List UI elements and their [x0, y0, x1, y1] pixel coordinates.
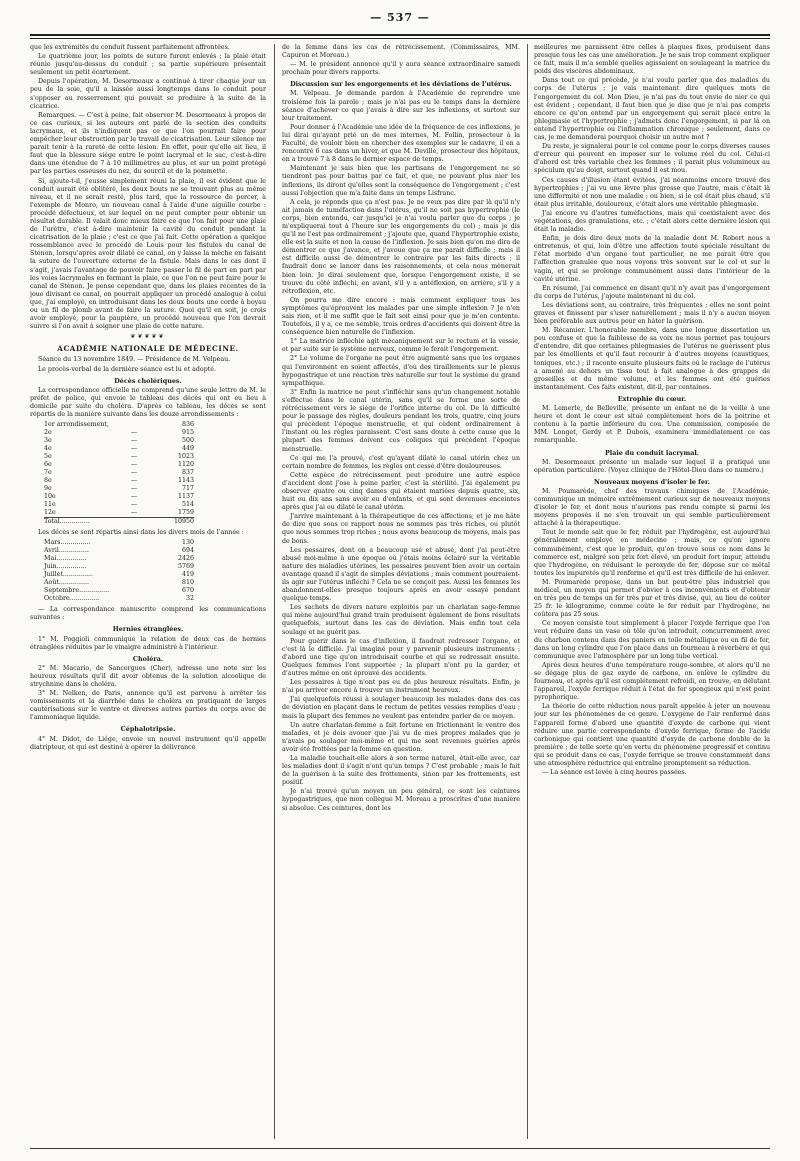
row-label: 11e [44, 501, 56, 509]
column-left [30, 44, 266, 1139]
paragraph: M. Récamier. L'honorable membre, dans une longue dissertation un peu confuse et que la faiblesse de sa voix ne nous permet pas toujours d'entendre, dit que certaines phlegmasies de l'utérus ne guérissent plus par les émollients et qu'il faut recourir à d'autres moyens (caustiques, toniques, etc.) ; il raconte ensuite plusieurs faits où le raclage de l'utérus a amené au dehors un tissu tout à fait analogue à des grappes de groseilles et du même volume, et les femmes ont été guéries instantanément. Ces faits existent, dit-il, par centaines. [534, 327, 770, 391]
row-label: Avril............... [44, 547, 89, 555]
paragraph: de la femme dans les cas de rétrécissement. (Commissaires, MM. Capuron et Moreau.) [282, 44, 520, 60]
row-value: 717 [181, 485, 194, 493]
table-row [44, 539, 194, 547]
table-row [44, 587, 194, 595]
total-label: Total............... [44, 518, 114, 527]
row-label: 5e [44, 453, 52, 461]
row-value: 500 [181, 437, 194, 445]
row-label: 10e [44, 493, 56, 501]
paragraph: Pour guérir dans le cas d'inflexion, il faudrait redresser l'organe, et c'est là le difficile. J'ai imaginé pour y parvenir plusieurs instruments : d'abord une tige qu'on introduisait courbe et qui se redressait ensuite. Quelques femmes l'ont supportée ; la plupart n'ont pu la garder, et d'autres même en ont éprouvé des accidents. [282, 637, 520, 678]
row-label: 8e [44, 477, 52, 485]
table-row [44, 437, 194, 445]
table-row [44, 493, 194, 501]
row-ditto: — [130, 477, 138, 485]
row-label: Octobre............... [44, 595, 100, 603]
row-value: 1120 [177, 461, 194, 469]
row-label: 2e [44, 429, 52, 437]
row-value: 2426 [177, 555, 194, 563]
subheading: Choléra. [132, 654, 164, 663]
subheading: Discussion sur les engorgements et les déviations de l'utérus. [290, 80, 512, 89]
page-header [0, 6, 800, 25]
row-ditto: — [130, 453, 138, 461]
paragraph: 4° M. Didot, de Liége, envoie un nouvel instrument qu'il appelle diatripteur, et qui est destiné à opérer la délivrance [30, 735, 266, 751]
row-ditto: — [130, 469, 138, 477]
paragraph: 1° La matrice infléchie agit mécaniquement sur le rectum et la vessie, et par suite sur le système nerveux, comme le ferait l'engorgement. [282, 338, 520, 354]
table-total-row [44, 518, 194, 527]
paragraph: Remarques. — C'est à peine, fait observer M. Desormeaux à propos de ce cas curieux, si les auteurs ont parlé de la section des conduits lacrymaux, et ils n'indiquent pas ce que l'on pourrait faire pour empêcher leur obstruction par le travail de cicatrisation. Leur silence me parait tenir à la rareté de cette lésion. En effet, pour qu'elle ait lieu, il faut que la blessure siége entre le point lacrymal et le sac, c'est-à-dire dans une étendue de 7 à 10 millimètres au plus, et sur un point protégé par les parties osseuses du nez, du sourcil et de la pommette. [30, 111, 266, 176]
paragraph: 3° Enfin la matrice ne peut s'infléchir sans qu'un changement notable s'effectue dans le canal utérin, sans qu'il se forme une sorte de rétrécissement vers le siége de l'orifice interne du col. De là difficulté pour le passage des règles, douleurs pendant les trois, quatre, cinq jours qui précèdent l'époque menstruelle, et qui cèdent ordinairement à l'instant où les règles paraissent. C'est sans doute à cette cause que la plupart des femmes doivent ces coliques qui précèdent l'époque menstruelle. [282, 388, 520, 453]
paragraph: M. Poumarède propose, dans un but peut-être plus industriel que médical, un moyen qui permet d'obvier à ces inconvénients et d'obtenir en très peu de temps un fer très pur et très divisé, qui, au lieu de coûter 25 fr. le kilogramme, comme coûte le fer réduit par l'hydrogène, ne coûtera pas 25 sous. [534, 578, 770, 619]
table-row [44, 563, 194, 571]
paragraph: M. Poumarède, chef des travaux chimiques de l'Académie, communique un mémoire extrêmement curieux sur de nouveaux moyens d'isoler le fer, et dont nous n'aurions pas rendu compte si parmi les moyens proposés il ne s'en trouvait un qui semble particulièrement attaché à la thérapeutique. [534, 487, 770, 528]
row-label: 7e [44, 469, 52, 477]
paragraph: Les sachets de divers nature exploités par un charlatan sage-femme qui mène aujourd'hui grand train produisent également de bons résultats quelquefois, surtout dans les cas de déviation. Mais enfin tout cela soulage et ne guérit pas. [282, 604, 520, 636]
column-right [534, 44, 770, 1139]
table-row [44, 477, 194, 485]
arrondissement-table [44, 421, 194, 526]
ornament-divider: ❦❦❦❦❦ [130, 333, 166, 341]
row-value: 915 [181, 429, 194, 437]
row-ditto: — [130, 509, 138, 517]
paragraph: Les pessaires à tige n'ont pas eu de plus heureux résultats. Enfin, je n'ai pu arriver encore à trouver un instrument heureux. [282, 679, 520, 695]
row-value: 1137 [177, 493, 194, 501]
row-label: 3e [44, 437, 52, 445]
row-value: 694 [181, 547, 194, 555]
paragraph: La théorie de cette réduction nous paraît appelée à jeter un nouveau jour sur les phénomènes de ce genre. L'oxygène de l'air renfermé dans l'appareil forme d'abord une quantité d'oxyde de carbone qui vient réduire une partie correspondante d'oxyde ferrique, forme de l'acide carbonique qui contient une quantité d'oxyde de carbone double de la première ; de telle sorte qu'en vertu du phénomène progressif et continu qui se produit dans ce cas, l'oxyde ferrique se trouve constamment dans une atmosphère réductrice qui entraîne promptement sa réduction. [534, 703, 770, 767]
row-ditto: — [130, 485, 138, 493]
paragraph: J'ai encore vu d'autres tuméfactions, mais qui coexistaient avec des végétations, des granulations, etc. ; c'était alors cette dernière lésion qui était la maladie. [534, 209, 770, 234]
row-label: Août............... [44, 579, 89, 587]
row-value: 670 [181, 587, 194, 595]
paragraph: Du reste, je signalerai pour le col comme pour le corps diverses causes d'erreur qui peuvent en imposer sur le volume réel du col. Celui-ci d'abord est très variable chez les femmes ; il parait plus volumineux au spéculum qu'au doigt, surtout quand il est mou. [534, 143, 770, 175]
subheading: Extrophie du cœur. [617, 394, 687, 403]
column-divider-right [527, 44, 528, 1139]
row-ditto: — [130, 429, 138, 437]
subheading: Nouveaux moyens d'isoler le fer. [594, 477, 710, 486]
section-title: ACADÉMIE NATIONALE DE MÉDECINE. [57, 344, 239, 354]
paragraph: 2° M. Macario, de Sancergues (Cher), adresse une note sur les heureux résultats qu'il dit avoir obtenus de la solution alcoolique de strychnine dans le choléra. [30, 664, 266, 688]
paragraph: Le procès-verbal de la dernière séance est lu et adopté. [38, 365, 216, 373]
paragraph: La correspondance officielle ne comprend qu'une seule lettre de M. le préfet de police, qui envoie le tableau des décès qui ont eu lieu à domicile par suite du choléra. D'après ce tableau, les décès se sont répartis de la manière suivante dans les douze arrondissements : [30, 386, 266, 419]
row-value: 449 [181, 445, 194, 453]
paragraph: Les déviations sont, au contraire, très fréquentes ; elles ne sont point graves et finissent par s'user naturellement ; mais il n'y a aucun moyen bien préférable aux autres pour en hâter la guérison. [534, 301, 770, 326]
row-label: Mai............... [44, 555, 87, 563]
table-row [44, 547, 194, 555]
row-value: 419 [181, 571, 194, 579]
row-value: 1759 [177, 509, 194, 517]
paragraph: On pourra me dire encore : mais comment expliquer tous les symptômes qu'éprouvent les malades par une simple inflexion ? Je n'en sais rien, et il me suffit que le fait soit ainsi pour que je m'en contente. Toutefois, il y a, ce me semble, trois ordres d'accidents qui doivent être la conséquence bien naturelle de l'inflexion. [282, 296, 520, 337]
table-row [44, 571, 194, 579]
row-value: 836 [181, 421, 194, 429]
paragraph: La maladie touchait-elle alors à son terme naturel, était-elle avec, car les maladies dont il s'agit n'ont qu'un temps ? C'est probable ; mais le fait de la guérison à la suite des frottements, sinon par les frottements, est positif. [282, 754, 520, 787]
paragraph: Ce qui me l'a prouvé, c'est qu'ayant dilaté le canal utérin chez un certain nombre de femmes, les règles ont cessé d'être douloureuses. [282, 454, 520, 470]
row-label: Juin............... [44, 563, 87, 571]
subheading: Hernies étranglées. [112, 625, 184, 634]
month-table [44, 539, 194, 603]
paragraph: — La correspondance manuscrite comprend les communications suivantes : [30, 606, 266, 622]
paragraph: Maintenant je sais bien que les partisans de l'engorgement ne se tiendront pas pour battus par ce fait, et que, ne pouvant plus nier les inflexions, ils diront qu'elles sont la conséquence de l'engorgement ; c'est aussi l'objection que m'a faite dans un temps Lisfranc. [282, 165, 520, 197]
page-number: — 537 — [370, 11, 430, 24]
total-value: 10950 [154, 518, 194, 527]
row-value: 5769 [177, 563, 194, 571]
table-row [44, 595, 194, 603]
row-label: 12e [44, 509, 56, 517]
row-value: 810 [181, 579, 194, 587]
paragraph: 3° M. Nelken, de Paris, annonce qu'il est parvenu à arrêter les vomissements et la diarrhée dans le choléra en pratiquant de larges cautérisations sur le ventre et diverses autres parties du corps avec de l'ammoniaque liquide. [30, 690, 266, 722]
paragraph: Les décès se sont répartis ainsi dans les divers mois de l'année : [38, 529, 244, 537]
paragraph: Cette espèce de rétrécissement peut produire une autre espèce d'accident dont j'ose à peine parler, c'est la stérilité. J'ai également pu observer quatre ou cinq dames qui étaient mariées depuis quatre, six, huit ou dix ans sans avoir eu d'enfants, et qui sont devenues enceintes après que j'ai eu dilaté le canal utérin. [282, 471, 520, 512]
paragraph: En résumé, j'ai commencé en disant qu'il n'y avait pas d'engorgement du corps de l'utérus, j'ajoute maintenant ni du col. [534, 284, 770, 300]
table-row [44, 453, 194, 461]
row-ditto [114, 421, 154, 429]
table-row [44, 421, 194, 429]
row-value: 32 [185, 595, 194, 603]
paragraph: 2° Le volume de l'organe ne peut être augmenté sans que les organes qui l'environnent en soient affectés, d'où des tiraillements sur le plexus hypogastrique et une réaction très naturelle sur tout le système du grand sympathique. [282, 355, 520, 387]
subheading: Décès cholériques. [114, 376, 182, 385]
paragraph: Je n'ai trouvé qu'un moyen un peu général, ce sont les ceintures hypogastriques, que mon collègue M. Moreau a proscrites d'une manière si absolue. Ces ceintures, dont les [282, 788, 520, 812]
table-row [44, 501, 194, 509]
table-row [44, 555, 194, 563]
table-row [44, 485, 194, 493]
paragraph: Si, ajoute-t-il, j'eusse simplement réuni la plaie, il est évident que le conduit aurait été oblitéré, les deux bouts ne se trouvant plus au même niveau, et il ne serait resté, plus tard, que la ressource de percer, à l'exemple de Monro, un nouveau canal à l'aide d'une aiguille courbe : procédé défectueux, et sur lequel on ne peut compter pour obtenir un résultat durable. Il valait donc mieux faire ce que l'on fait pour une plaie de l'urètre, c'est à-dire maintenir la cavité du conduit pendant la cicatrisation de la plaie ; c'est ce que j'ai fait. Cette opération a quelque ressemblance avec le procédé de Louis pour les fistules du canal de Sténon, lorsqu'après avoir dilaté ce canal, on y laisse la mèche en faisant la suture de l'ouverture externe de la fistule. Mais dans le cas dont il s'agit, j'avais l'avantage de pouvoir faire passer le fil de part en part par les voies lacrymales en fermant la plaie, ce que l'on ne peut faire pour le canal de Sténon. Je pense cependant que, dans les plaies récentes de la joue divisant ce canal, on pourrait appliquer un procédé analogue à celui que, j'ai employé, en introduisant dans les deux bouts une corde à boyau ou un fil de plomb avant de faire la suture. Quoi qu'il en soit, je crois avoir employé, pour la paupière, un procédé nouveau que l'on devrait suivre si l'on avait à soigner une plaie de cette nature. [30, 177, 266, 331]
row-label: 4e [44, 445, 52, 453]
subheading: Céphalotripsie. [120, 725, 176, 734]
paragraph: Le quatrième jour, les points de suture furent enlevés ; la plaie était réunie jusqu'au-dessus du conduit ; sa partie supérieure présentait seulement un petit écartement. [30, 53, 266, 77]
paragraph: que les extrémités du conduit fussent parfaitement affrontées. [30, 44, 230, 51]
paragraph: Un autre charlatan-femme a fait fortune en frictionnant le ventre des malades, et je dois avouer que j'ai vu de mes propres malades que je n'avais pu soulager moi-même et qui me sont revenues guéries après avoir été frottées par la femme en question. [282, 721, 520, 753]
subheading: Plaie du conduit lacrymal. [604, 448, 700, 457]
paragraph: Pour donner à l'Académie une idée de la fréquence de ces inflexions, je lui dirai qu'ayant prié un de mes internes, M. Follin, prosecteur à la Faculté, de vouloir bien en chercher des exemples sur le cadavre, il en a rencontré 6 cas dans un hiver, et que M. Deville, prosecteur des hôpitaux, en a trouvé 7 à 8 dans le dernier espace de temps. [282, 123, 520, 164]
row-label: 1er arrondissement, [44, 421, 109, 429]
row-label: 9e [44, 485, 52, 493]
session-line: Séance du 13 novembre 1849. — Présidence de M. Velpeau. [38, 356, 231, 364]
paragraph: Depuis l'opération, M. Desormeaux a continué à tirer chaque jour un peu de la soie, qu'il a laissée aussi longtemps dans le conduit pour s'opposer au resserrement qui pouvait se produire à la suite de la cicatrice. [30, 78, 266, 110]
row-value: 1023 [177, 453, 194, 461]
paragraph: Dans tout ce qui précède, je n'ai voulu parler que des maladies du corps de l'utérus ; je vais maintenant dire quelques mots de l'engorgement du col. Mon Dieu, je n'ai pas du tout envie de nier ce qui est évident ; cependant, il faut bien que je dise que je n'ai pas compris encore ce qu'on entend par un engorgement qui serait placé entre la phlegmasie et l'hypertrophie ; j'admets donc l'engorgement, si par là on entend l'hypertrophie ou l'inflammation chronique ; seulement, dans ce cas, je me demanderai pourquoi choisir un autre mot ? [534, 77, 770, 142]
paragraph: Ces causes d'illusion étant évitées, j'ai néanmoins encore trouvé des hypertrophies ; j'ai vu une lèvre plus grosse que l'autre, mais c'était là une difformité et non une maladie ; ou bien, si le col était plus chaud, s'il était plus irritable, douloureux, c'était alors une véritable phlegmasie. [534, 176, 770, 208]
table-row [44, 509, 194, 518]
table-row [44, 461, 194, 469]
paragraph: Enfin, je dois dire deux mots de la maladie dont M. Robert nous a entretenus, et qui, loin d'être une affection toute spéciale résultant de l'état morbide d'un organe tout particulier, ne me parait être que l'affection granulée que nous voyons très souvent sur le col et sur le vagin, et qui se prolonge communément aussi dans l'intérieur de la cavité utérine. [534, 235, 770, 283]
table-row [44, 429, 194, 437]
paragraph: 1° M. Poggioli communique la relation de deux cas de hernies étranglées réduites par le vinaigre administré à l'intérieur. [30, 635, 266, 651]
row-value: 1143 [177, 477, 194, 485]
column-middle [282, 44, 520, 1139]
table-row [44, 469, 194, 477]
paragraph: Les pessaires, dont on a beaucoup usé et abusé, dont j'ai peut-être abusé moi-même à une époque où j'étais moins éclairé sur la véritable nature des maladies utérines, les pessaires peuvent bien avoir un certain avantage quand il s'agit de simples déviations ; mais comment pourraient-ils agir sur l'utérus infléchi ? Cela ne se conçoit pas. Aussi les femmes les abandonnent-elles presque toujours après en avoir essayé pendant quelque temps. [282, 546, 520, 603]
paragraph: M. Velpeau. Je demande pardon à l'Académie de reprendre une troisième fois la parole ; mais je n'ai pas eu le temps dans la dernière séance d'achever ce que j'avais à dire sur les inflexions, et surtout sur leur traitement. [282, 90, 520, 122]
table-row [44, 579, 194, 587]
column-divider-left [274, 44, 275, 1139]
row-ditto: — [130, 501, 138, 509]
table-row [44, 445, 194, 453]
paragraph: Ce moyen consiste tout simplement à placer l'oxyde ferrique que l'on veut réduire dans un vase où tôle qu'on introduit, concurremment avec du charbon contenu dans des paniers en toile métallique ou en fil de fer, dans un long cylindre que l'on place dans un fourneau à réverbère et qui communique avec l'atmosphère par un long tube vertical. [534, 620, 770, 660]
paragraph: M. Desormeaux présente un malade sur lequel il a pratiqué une opération particulière. (Voyez clinique de l'Hôtel-Dieu dans ce numéro.) [534, 458, 770, 474]
header-rule-thin [30, 38, 770, 39]
footer-rule [30, 1148, 770, 1149]
row-label: Septembre............... [44, 587, 110, 595]
paragraph: J'ai quelquefois réussi à soulager beaucoup les malades dans des cas de déviation en plaçant dans le rectum de petites vessies remplies d'eau ; mais la plupart des femmes ne veulent pas entendre parler de ce moyen. [282, 696, 520, 720]
paragraph: — La séance est levée à cinq heures passées. [542, 769, 687, 777]
paragraph: Tout le monde sait que le fer, réduit par l'hydrogène, est aujourd'hui généralement employé en médecine ; mais, ce qu'on ignore communément, c'est que le produit, qu'on trouve sous ce nom dans le commerce est, malgré son prix fort élevé, un produit fort impur, attendu que l'hydrogène, en réduisant le peroxyde de fer, dépose sur ce métal toutes les impuretés qu'il renferme et qu'il est très difficile de lui enlever. [534, 529, 770, 577]
paragraph: A cela, je réponds que ça n'est pas. Je ne veux pas dire par là qu'il n'y ait jamais de tuméfaction dans l'utérus, qu'il ne soit pas hypertrophié (le corps, bien entendu, car jusqu'ici je n'ai voulu parler que du corps ; je m'expliquerai tout à l'heure sur les engorgements du col) ; mais je dis qu'il ne l'est pas ordinairement ; j'ajoute que, quand l'hypertrophie existe, elle est la suite et non la cause de l'inflexion. Je sais bien qu'on me dira de démontrer ce que j'avance, et j'avoue que ça me parait difficile ; mais il est difficile aussi de démontrer le contraire par les faits directs ; il faudrait donc se lancer dans les raisonnements, et cela nous mènerait bien loin. Je dirai seulement que, lorsque l'engorgement existe, il se trouve du côté infléchi, en avant, s'il y a antéflexion, en arrière, s'il y a rétroflexion, etc. [282, 198, 520, 295]
row-label: Mars............... [44, 539, 91, 547]
paragraph: J'arrive maintenant à la thérapeutique de ces affections, et je me hâte de dire que sous ce rapport nous ne sommes pas très riches, ou plutôt que nous sommes trop riches ; nous avons beaucoup de moyens, mais pas de bons. [282, 513, 520, 545]
row-label: 6e [44, 461, 52, 469]
row-ditto: — [130, 493, 138, 501]
row-ditto: — [130, 445, 138, 453]
row-value: 130 [181, 539, 194, 547]
row-value: 837 [181, 469, 194, 477]
paragraph: M. Lemerle, de Belleville, présente un enfant né de la veille à une heure et dont le cœur est situé complétement hors de la poitrine et contenu à la partie inférieure du cou. Une commission, composée de MM. Longet, Gerdy et P. Dubois, examinera immédiatement ce cas remarquable. [534, 405, 770, 445]
header-rule [30, 34, 770, 36]
row-value: 514 [181, 501, 194, 509]
paragraph: — M. le président annonce qu'il y aura séance extraordinaire samedi prochain pour divers rapports. [282, 61, 520, 77]
row-label: Juillet............... [44, 571, 93, 579]
paragraph: Après deux heures d'une température rouge-sombre, et alors qu'il ne se dégage plus de gaz oxyde de carbone, on enlève le cylindre du fourneau, et après qu'il est complétement refroidi, on trouve, en délutant l'appareil, l'oxyde ferrique réduit à l'état de fer spongieux qui n'est point pyrophorique. [534, 661, 770, 702]
row-ditto: — [130, 461, 138, 469]
row-ditto: — [130, 437, 138, 445]
paragraph: meilleures me paraissent être celles à plaques fixes, produisent dans presque tous les cas une amélioration. Je ne sais trop comment expliquer ce fait, mais il m'a semblé quelles agissaient en soulageant la matrice du poids des viscères abdominaux. [534, 44, 770, 76]
